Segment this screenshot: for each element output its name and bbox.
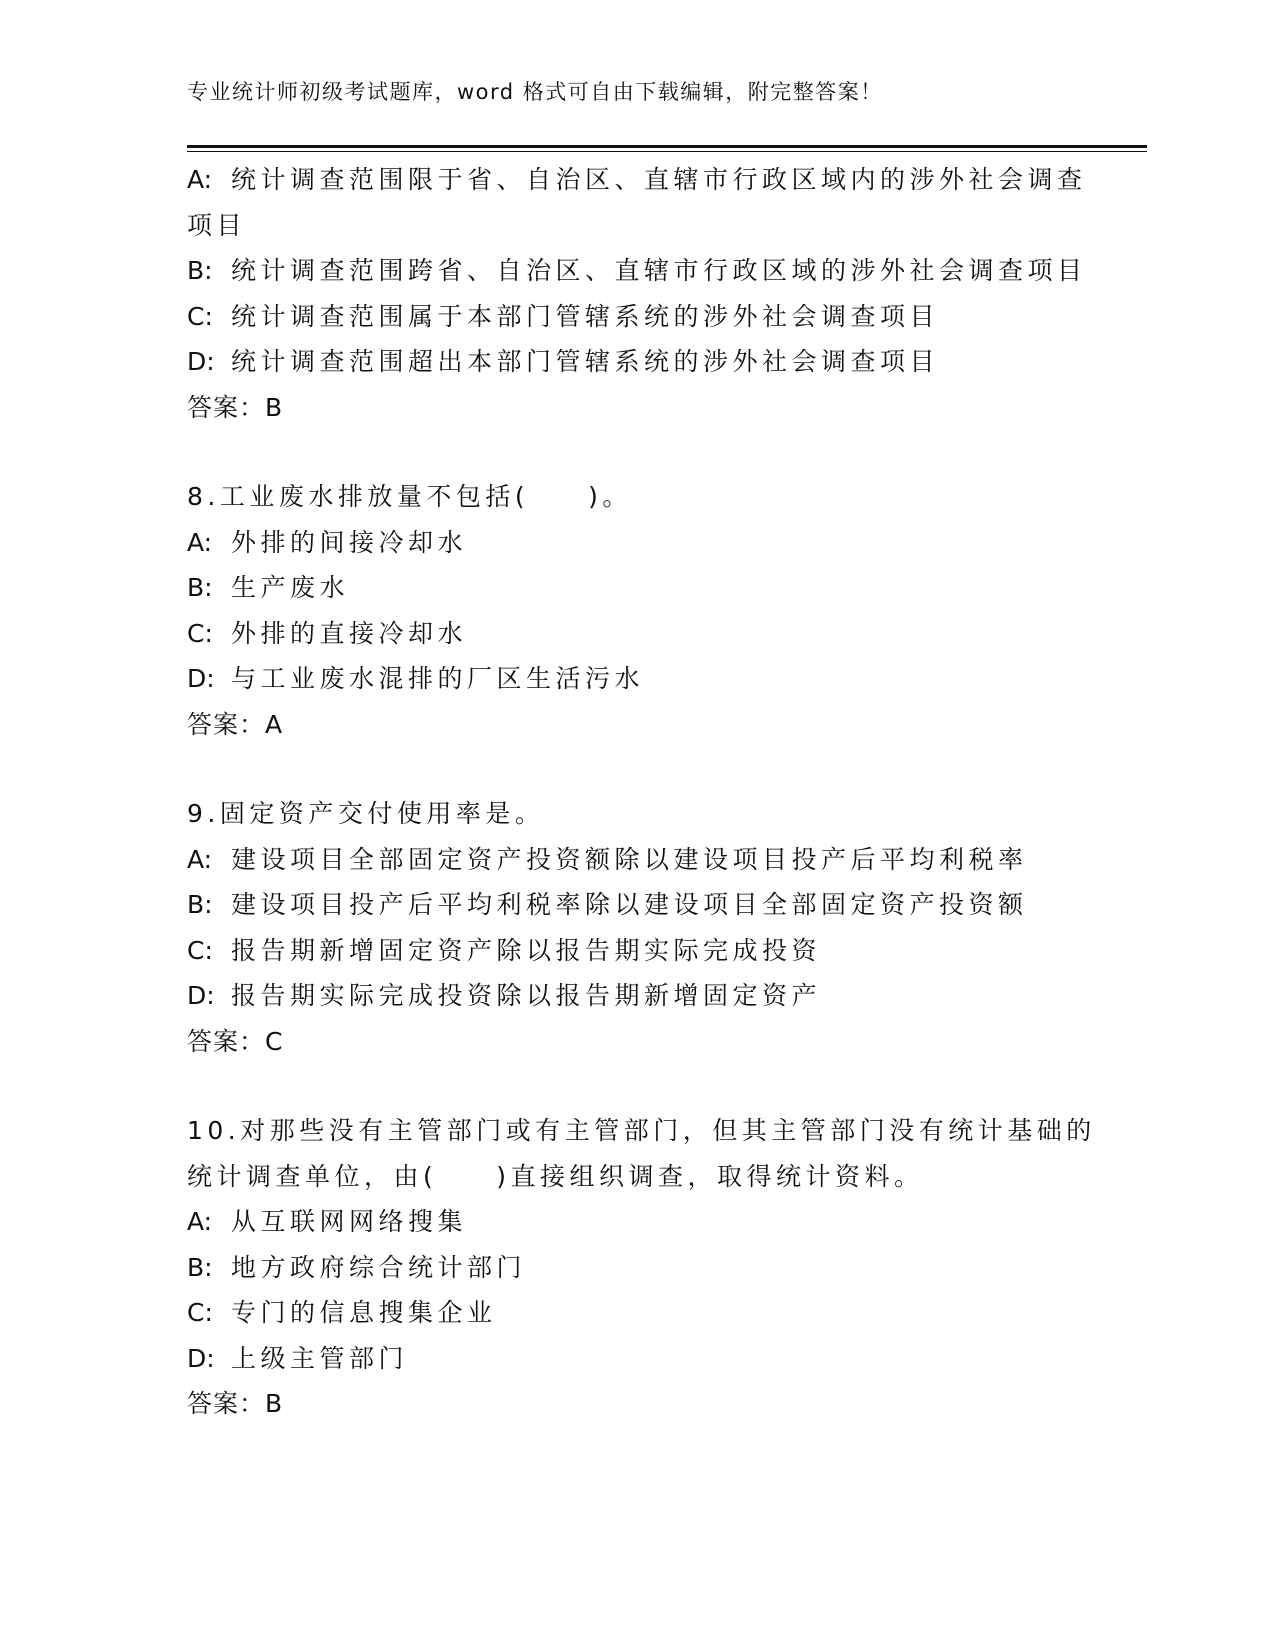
option-key: D: bbox=[187, 981, 215, 1010]
option-c bbox=[187, 294, 1087, 340]
question-10 bbox=[187, 1108, 1096, 1427]
option-key: B: bbox=[187, 1252, 213, 1282]
answer-label: 答案： bbox=[187, 1026, 266, 1056]
option-text: 统计调查范围超出本部门管辖系统的涉外社会调查项目 bbox=[231, 347, 940, 376]
option-key: A: bbox=[187, 844, 213, 874]
answer-value: B bbox=[265, 1389, 283, 1418]
option-d bbox=[187, 656, 1087, 702]
option-text: 建设项目投产后平均利税率除以建设项目全部固定资产投资额 bbox=[231, 890, 1028, 919]
option-text: 生产废水 bbox=[231, 573, 350, 602]
option-a bbox=[187, 1199, 1087, 1245]
question-7 bbox=[187, 157, 1087, 430]
option-b bbox=[187, 565, 1087, 611]
option-key: D: bbox=[187, 1343, 215, 1373]
answer-value: C bbox=[265, 1026, 283, 1056]
option-text: 建设项目全部固定资产投资额除以建设项目投产后平均利税率 bbox=[231, 844, 1028, 874]
answer-label: 答案： bbox=[187, 1389, 266, 1418]
option-key: C: bbox=[187, 301, 213, 331]
option-key: C: bbox=[187, 935, 213, 965]
option-text: 与工业废水混排的厂区生活污水 bbox=[231, 664, 645, 693]
option-a bbox=[187, 520, 1087, 566]
question-stem-continuation: 统计调查单位，由( )直接组织调查，取得统计资料。 bbox=[187, 1161, 924, 1191]
question-9 bbox=[187, 791, 1087, 1064]
option-d bbox=[187, 973, 1087, 1019]
option-text: 上级主管部门 bbox=[231, 1343, 409, 1373]
option-key: B: bbox=[187, 890, 213, 919]
option-b bbox=[187, 882, 1087, 928]
answer-value: B bbox=[265, 392, 283, 422]
spacer bbox=[187, 747, 1087, 791]
answer-label: 答案： bbox=[187, 392, 266, 422]
option-d bbox=[187, 339, 1087, 385]
question-stem: 8.工业废水排放量不包括( )。 bbox=[187, 482, 632, 511]
question-8 bbox=[187, 474, 1087, 747]
option-text: 报告期新增固定资产除以报告期实际完成投资 bbox=[231, 935, 822, 965]
option-d bbox=[187, 1336, 1087, 1382]
option-text: 报告期实际完成投资除以报告期新增固定资产 bbox=[231, 981, 822, 1010]
option-key: C: bbox=[187, 1298, 213, 1327]
header-rule-thick bbox=[187, 145, 1147, 148]
option-a-continuation: 项目 bbox=[187, 210, 247, 240]
option-key: A: bbox=[187, 1207, 213, 1236]
option-text: 统计调查范围限于省、自治区、直辖市行政区域内的涉外社会调查 bbox=[231, 165, 1087, 194]
option-text: 外排的间接冷却水 bbox=[231, 527, 468, 557]
option-text: 从互联网网络搜集 bbox=[231, 1207, 468, 1236]
option-b bbox=[187, 1245, 1087, 1291]
question-list bbox=[187, 157, 1096, 1427]
option-a bbox=[187, 157, 1087, 203]
option-text: 外排的直接冷却水 bbox=[231, 618, 468, 648]
option-text: 统计调查范围属于本部门管辖系统的涉外社会调查项目 bbox=[231, 301, 940, 331]
option-c bbox=[187, 1290, 1087, 1336]
option-key: B: bbox=[187, 256, 213, 285]
option-key: A: bbox=[187, 527, 213, 557]
document-header: 专业统计师初级考试题库，word 格式可自由下载编辑，附完整答案！ bbox=[187, 80, 883, 104]
option-key: A: bbox=[187, 165, 213, 194]
question-stem: 9.固定资产交付使用率是。 bbox=[187, 799, 545, 828]
option-a bbox=[187, 837, 1087, 883]
answer bbox=[187, 1019, 1087, 1065]
option-key: D: bbox=[187, 347, 215, 376]
answer-label: 答案： bbox=[187, 709, 266, 739]
header-rule-thin bbox=[187, 151, 1147, 152]
option-key: D: bbox=[187, 664, 215, 693]
option-key: C: bbox=[187, 618, 213, 648]
option-text: 地方政府综合统计部门 bbox=[231, 1252, 527, 1282]
spacer bbox=[187, 430, 1087, 474]
answer bbox=[187, 1381, 1087, 1427]
option-c bbox=[187, 611, 1087, 657]
question-stem: 10.对那些没有主管部门或有主管部门，但其主管部门没有统计基础的 bbox=[187, 1116, 1096, 1145]
answer-value: A bbox=[265, 709, 283, 739]
answer bbox=[187, 702, 1087, 748]
option-b bbox=[187, 248, 1087, 294]
spacer bbox=[187, 1064, 1087, 1108]
option-c bbox=[187, 928, 1087, 974]
option-text: 专门的信息搜集企业 bbox=[231, 1298, 497, 1327]
answer bbox=[187, 385, 1087, 431]
option-text: 统计调查范围跨省、自治区、直辖市行政区域的涉外社会调查项目 bbox=[231, 256, 1087, 285]
option-key: B: bbox=[187, 573, 213, 602]
